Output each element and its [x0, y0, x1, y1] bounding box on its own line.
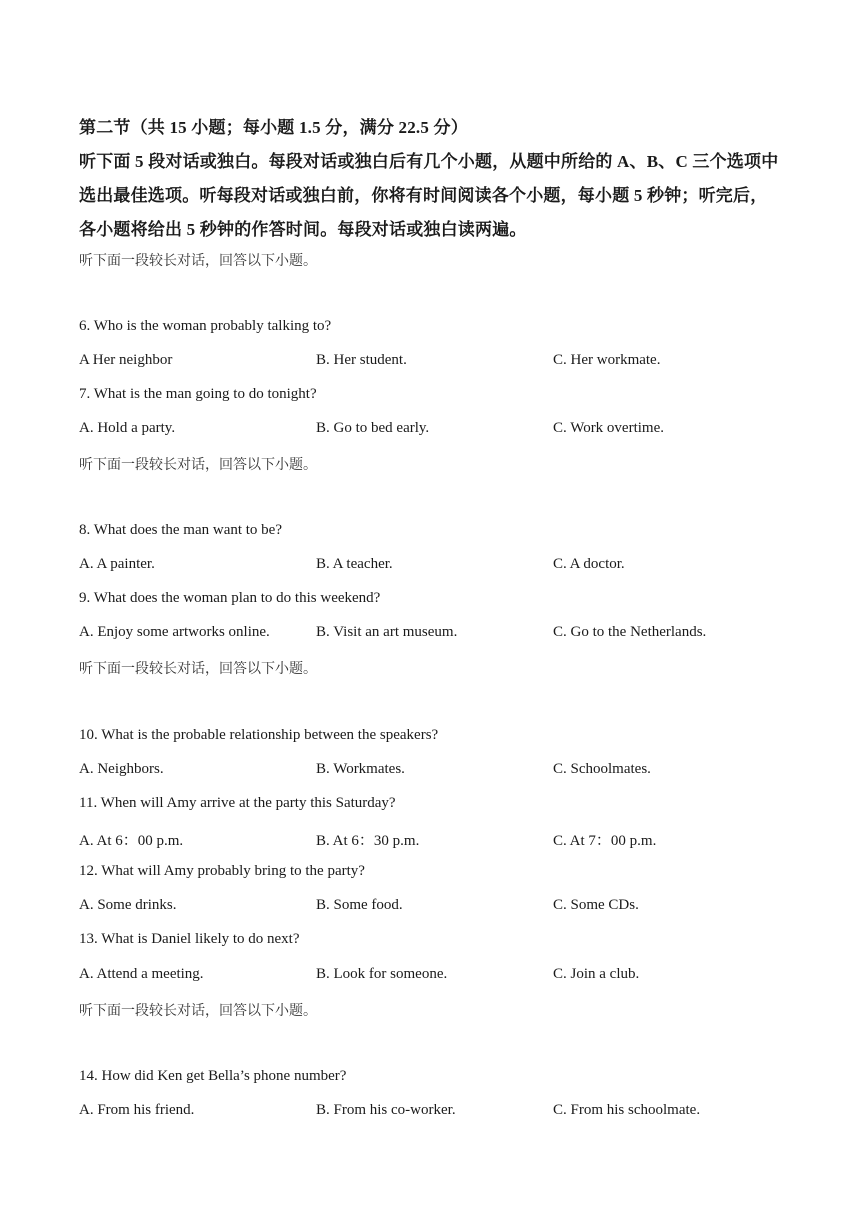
- dialogue-instruction: 听下面一段较长对话，回答以下小题。: [79, 1004, 317, 1019]
- option-a: A. Some drinks.: [79, 897, 177, 913]
- option-c: C. At 7：00 p.m.: [553, 833, 657, 849]
- option-b: B. Her student.: [316, 352, 407, 368]
- question-13-options: [79, 966, 839, 986]
- option-b: B. Go to bed early.: [316, 420, 430, 436]
- option-b: B. Visit an art museum.: [316, 624, 458, 640]
- section-intro-line-2: 选出最佳选项。听每段对话或独白前，你将有时间阅读各个小题，每小题 5 秒钟；听完后，: [79, 186, 768, 205]
- option-a: A. Neighbors.: [79, 761, 164, 777]
- section-intro-line-1: 听下面 5 段对话或独白。每段对话或独白后有几个小题，从题中所给的 A、B、C 三个选项中: [79, 152, 779, 171]
- question-6-options: [79, 352, 839, 372]
- option-b: B. At 6：30 p.m.: [316, 833, 420, 849]
- section-intro-line-3: 各小题将给出 5 秒钟的作答时间。每段对话或独白读两遍。: [79, 220, 527, 239]
- question-10-options: [79, 761, 839, 781]
- question-6-stem: 6. Who is the woman probably talking to?: [79, 318, 332, 334]
- question-9-options: [79, 624, 839, 644]
- option-c: C. Her workmate.: [553, 352, 661, 368]
- option-c: C. Some CDs.: [553, 897, 639, 913]
- option-c: C. Join a club.: [553, 966, 640, 982]
- option-b: B. Look for someone.: [316, 966, 448, 982]
- section-heading: 第二节（共 15 小题；每小题 1.5 分，满分 22.5 分）: [79, 118, 468, 137]
- dialogue-instruction: 听下面一段较长对话，回答以下小题。: [79, 254, 317, 269]
- option-c: C. A doctor.: [553, 556, 625, 572]
- option-a: A Her neighbor: [79, 352, 173, 368]
- dialogue-instruction: 听下面一段较长对话，回答以下小题。: [79, 458, 317, 473]
- question-11-options: [79, 829, 839, 849]
- question-8-stem: 8. What does the man want to be?: [79, 522, 282, 538]
- option-b: B. A teacher.: [316, 556, 393, 572]
- option-c: C. Schoolmates.: [553, 761, 651, 777]
- dialogue-instruction: 听下面一段较长对话，回答以下小题。: [79, 662, 317, 677]
- option-a: A. From his friend.: [79, 1102, 195, 1118]
- question-9-stem: 9. What does the woman plan to do this weekend?: [79, 590, 381, 606]
- question-14-stem: 14. How did Ken get Bella’s phone number?: [79, 1068, 347, 1084]
- question-11-stem: 11. When will Amy arrive at the party this Saturday?: [79, 795, 396, 811]
- question-7-stem: 7. What is the man going to do tonight?: [79, 386, 317, 402]
- question-13-stem: 13. What is Daniel likely to do next?: [79, 931, 300, 947]
- question-12-stem: 12. What will Amy probably bring to the party?: [79, 863, 365, 879]
- option-c: C. From his schoolmate.: [553, 1102, 701, 1118]
- question-8-options: [79, 556, 839, 576]
- option-a: A. A painter.: [79, 556, 155, 572]
- option-a: A. Hold a party.: [79, 420, 176, 436]
- option-a: A. Enjoy some artworks online.: [79, 624, 270, 640]
- option-b: B. Some food.: [316, 897, 403, 913]
- option-b: B. From his co-worker.: [316, 1102, 456, 1118]
- question-10-stem: 10. What is the probable relationship between the speakers?: [79, 727, 439, 743]
- option-b: B. Workmates.: [316, 761, 405, 777]
- option-c: C. Go to the Netherlands.: [553, 624, 707, 640]
- option-a: A. Attend a meeting.: [79, 966, 204, 982]
- question-12-options: [79, 897, 839, 917]
- question-14-options: [79, 1102, 839, 1122]
- option-c: C. Work overtime.: [553, 420, 664, 436]
- option-a: A. At 6：00 p.m.: [79, 833, 184, 849]
- question-7-options: [79, 420, 839, 440]
